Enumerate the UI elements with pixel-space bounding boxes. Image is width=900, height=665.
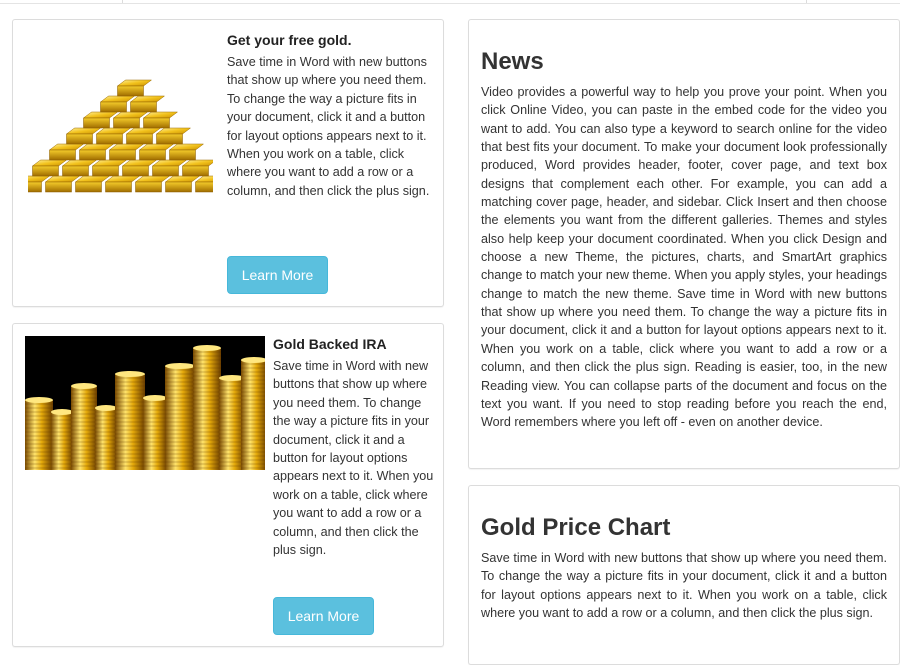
gold-bar-top [33, 160, 67, 166]
gold-bar-front [144, 118, 170, 128]
gold-bar-top [166, 176, 200, 182]
learn-more-button[interactable]: Learn More [273, 597, 374, 635]
gold-bar-front [127, 134, 153, 144]
top-divider-tick [806, 0, 807, 3]
gold-bar-top [140, 144, 174, 150]
gold-bar-front [93, 166, 119, 176]
gold-bar-top [80, 144, 114, 150]
gold-bar-front [110, 150, 136, 160]
gold-bar-front [50, 150, 76, 160]
free-gold-card [12, 19, 444, 307]
gold-bar-front [153, 166, 179, 176]
gold-backed-ira-card [12, 323, 444, 647]
gold-bar-front [114, 118, 140, 128]
gold-bar-top [67, 128, 101, 134]
gold-price-chart-text: Save time in Word with new buttons that show up where you need them. To change the way a picture fits in your document, click it and a button for layout options appears next to it. When you work on a table, click where you want to add a row or a column, and then click the plus sign. [481, 551, 887, 621]
gold-bar-front [28, 182, 42, 192]
gold-bar-front [101, 102, 127, 112]
coin-top [71, 383, 97, 389]
gold-price-chart-card [468, 485, 900, 665]
news-body-text: Video provides a powerful way to help you prove your point. When you click Online Video, you can paste in the embed code for the video you want to add. You can also type a keyword to search online for the video that best fits your document. To make your document look professionally produced, Word provides header, footer, cover page, and text box designs that complement each other. For example, you can add a matching cover page, header, and sidebar. Click Insert and then choose the elements you want from the different galleries. Themes and styles also help keep your document coordinated. When you click Design and choose a new Theme, the pictures, charts, and SmartArt graphics change to match your new theme. When you apply styles, your headings change to match the new theme. Save time in Word with new buttons that show up where you need them. To change the way a picture fits in your document, click it and a button for layout options appears next to it. When you work on a table, click where you want to add a row or a column, and then click the plus sign. Reading is easier, too, in the new Reading view. You can collapse parts of the document and focus on the text you want. If you need to stop reading before you reach the end, Word remembers where you left off - even on another device. [481, 85, 887, 430]
gold-coins-stacks-graphic [25, 336, 265, 470]
gold-bar-top [153, 160, 187, 166]
gold-bar-front [67, 134, 93, 144]
coin-top [115, 371, 145, 377]
gold-bar-front [183, 166, 209, 176]
gold-bar-top [97, 128, 131, 134]
gold-bar-front [140, 150, 166, 160]
gold-bar-front [80, 150, 106, 160]
coin-top [51, 409, 73, 415]
gold-bar-front [33, 166, 59, 176]
gold-bar-top [170, 144, 204, 150]
coin-top [25, 397, 53, 403]
gold-bar-top [28, 176, 50, 182]
top-divider [0, 0, 900, 4]
gold-bar-front [196, 182, 214, 192]
gold-bar-front [63, 166, 89, 176]
gold-bar-front [76, 182, 102, 192]
gold-bar-front [118, 86, 144, 96]
gold-bar-top [131, 96, 165, 102]
gold-bar-front [97, 134, 123, 144]
gold-bar-top [127, 128, 161, 134]
gold-bar-top [110, 144, 144, 150]
gold-bar-front [136, 182, 162, 192]
gold-bar-front [157, 134, 183, 144]
gold-bar-front [170, 150, 196, 160]
gold-bar-front [131, 102, 157, 112]
card-description: Save time in Word with new buttons that show up where you need them. To change the way a picture fits in your document, click it and a button for layout options appears next to it. When you work on a table, click where you want to add a row or a column, and then click the plus sign. [227, 55, 430, 198]
gold-bars-pyramid-image [28, 36, 213, 216]
card-title: Get your free gold. [227, 32, 352, 48]
coin-stack [71, 386, 97, 470]
gold-bar-top [93, 160, 127, 166]
gold-bar-front [123, 166, 149, 176]
coin-stack [51, 412, 73, 470]
card-title: Gold Backed IRA [273, 336, 387, 352]
gold-bars-pyramid-graphic [28, 36, 213, 216]
coin-top [143, 395, 167, 401]
news-heading: News [481, 48, 544, 75]
gold-bar-top [157, 128, 191, 134]
gold-bar-top [114, 112, 148, 118]
news-card [468, 19, 900, 469]
gold-bar-top [183, 160, 214, 166]
learn-more-button[interactable]: Learn More [227, 256, 328, 294]
gold-bar-top [46, 176, 80, 182]
coin-stack [241, 360, 265, 470]
gold-bar-top [50, 144, 84, 150]
top-divider-tick [122, 0, 123, 3]
coin-top [95, 405, 117, 411]
coin-top [165, 363, 195, 369]
gold-coins-stacks-image [25, 336, 265, 470]
gold-bar-top [84, 112, 118, 118]
gold-bar-top [106, 176, 140, 182]
gold-bar-front [84, 118, 110, 128]
gold-bar-top [118, 80, 152, 86]
gold-bar-front [46, 182, 72, 192]
gold-bar-front [166, 182, 192, 192]
gold-bar-top [123, 160, 157, 166]
gold-price-chart-heading: Gold Price Chart [481, 514, 671, 541]
coin-stack [25, 400, 53, 470]
gold-bar-top [144, 112, 178, 118]
coin-stack [95, 408, 117, 470]
gold-bar-top [136, 176, 170, 182]
gold-bar-top [63, 160, 97, 166]
coin-top [193, 345, 221, 351]
card-description: Save time in Word with new buttons that show up where you need them. To change the way a picture fits in your document, click it and a button for layout options appears next to it. When you work on a table, click where you want to add a row or a column, and then click the plus sign. [273, 359, 434, 558]
gold-bar-front [106, 182, 132, 192]
gold-bar-top [76, 176, 110, 182]
gold-bar-top [101, 96, 135, 102]
